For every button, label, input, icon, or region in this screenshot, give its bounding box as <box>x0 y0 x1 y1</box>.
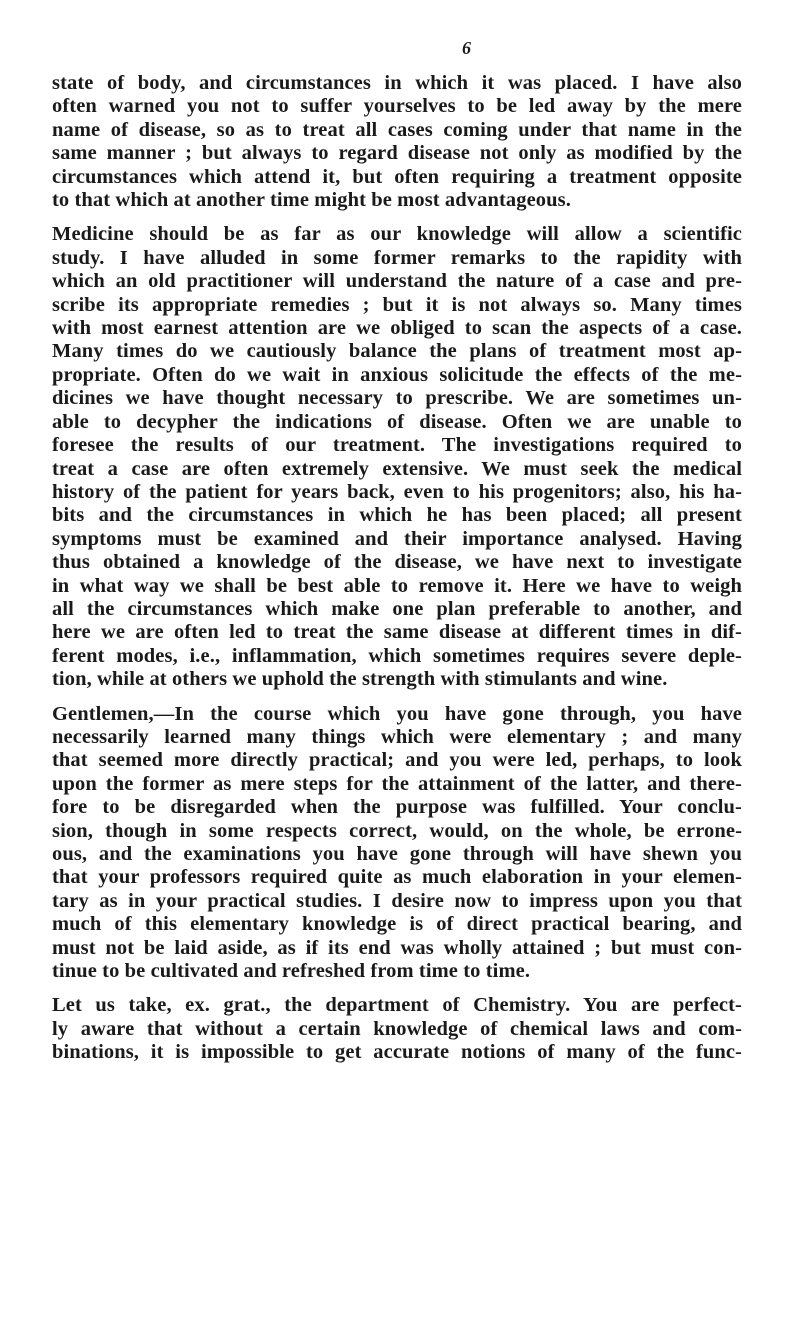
text-line: scribe its appropriate remedies ; but it is not always so. Many times <box>52 293 742 316</box>
text-line: bits and the circumstances in which he has been placed; all present <box>52 504 742 527</box>
text-line: sion, though in some respects correct, would, on the whole, be errone- <box>52 819 742 842</box>
text-line: often warned you not to suffer yourselves to be led away by the mere <box>52 95 742 118</box>
text-line: symptoms must be examined and their importance analysed. Having <box>52 527 742 550</box>
text-line: tinue to be cultivated and refreshed from time to time. <box>52 960 531 983</box>
paragraph <box>52 72 742 212</box>
text-line: necessarily learned many things which were elementary ; and many <box>52 725 742 748</box>
text-line: Gentlemen,—In the course which you have gone through, you have <box>52 702 742 725</box>
page-number: 6 <box>462 38 471 58</box>
text-line: Let us take, ex. grat., the department of Chemistry. You are perfect- <box>52 994 742 1017</box>
text-line: history of the patient for years back, even to his progenitors; also, his ha- <box>52 480 742 503</box>
text-line: binations, it is impossible to get accurate notions of many of the func- <box>52 1041 742 1064</box>
text-line: ferent modes, i.e., inflammation, which sometimes requires severe deple- <box>52 644 742 667</box>
text-line: with most earnest attention are we obliged to scan the aspects of a case. <box>52 317 742 340</box>
text-line: able to decypher the indications of disease. Often we are unable to <box>52 410 742 433</box>
text-line: to that which at another time might be most advantageous. <box>52 189 571 212</box>
text-line: ous, and the examinations you have gone through will have shewn you <box>52 843 742 865</box>
text-line: tion, while at others we uphold the strength with stimulants and wine. <box>52 668 668 691</box>
text-line: that your professors required quite as much elaboration in your elemen- <box>52 866 742 889</box>
text-line: propriate. Often do we wait in anxious solicitude the effects of the me- <box>52 363 742 386</box>
text-line: Many times do we cautiously balance the plans of treatment most ap- <box>52 340 742 363</box>
text-line: name of disease, so as to treat all cases coming under that name in the <box>52 118 742 141</box>
text-line: tary as in your practical studies. I desire now to impress upon you that <box>52 889 742 912</box>
text-line: must not be laid aside, as if its end was wholly attained ; but must con- <box>52 936 742 959</box>
text-line: that seemed more directly practical; and you were led, perhaps, to look <box>52 749 742 772</box>
text-line: foresee the results of our treatment. The investigations required to <box>52 434 742 457</box>
text-line: Medicine should be as far as our knowledge will allow a scientific <box>52 223 742 246</box>
body-text <box>52 72 742 1065</box>
text-line: much of this elementary knowledge is of direct practical bearing, and <box>52 913 742 936</box>
text-line: here we are often led to treat the same disease at different times in dif- <box>52 621 742 644</box>
text-line: which an old practitioner will understand the nature of a case and pre- <box>52 270 742 293</box>
text-line: thus obtained a knowledge of the disease, we have next to investigate <box>52 551 742 574</box>
text-line: dicines we have thought necessary to prescribe. We are sometimes un- <box>52 387 742 410</box>
text-line: study. I have alluded in some former remarks to the rapidity with <box>52 246 742 269</box>
text-line: upon the former as mere steps for the attainment of the latter, and there- <box>52 772 742 795</box>
text-line: all the circumstances which make one plan preferable to another, and <box>52 597 742 620</box>
text-line: ly aware that without a certain knowledge of chemical laws and com- <box>52 1017 742 1040</box>
text-line: state of body, and circumstances in which it was placed. I have also <box>52 72 742 94</box>
paragraph <box>52 703 742 984</box>
text-line: treat a case are often extremely extensive. We must seek the medical <box>52 457 742 480</box>
text-line: same manner ; but always to regard disease not only as modified by the <box>52 142 742 165</box>
text-line: fore to be disregarded when the purpose was fulfilled. Your conclu- <box>52 796 742 819</box>
paragraph <box>52 994 742 1064</box>
text-line: in what way we shall be best able to remove it. Here we have to weigh <box>52 574 742 597</box>
text-line: circumstances which attend it, but often requiring a treatment opposite <box>52 165 742 188</box>
paragraph <box>52 223 742 691</box>
